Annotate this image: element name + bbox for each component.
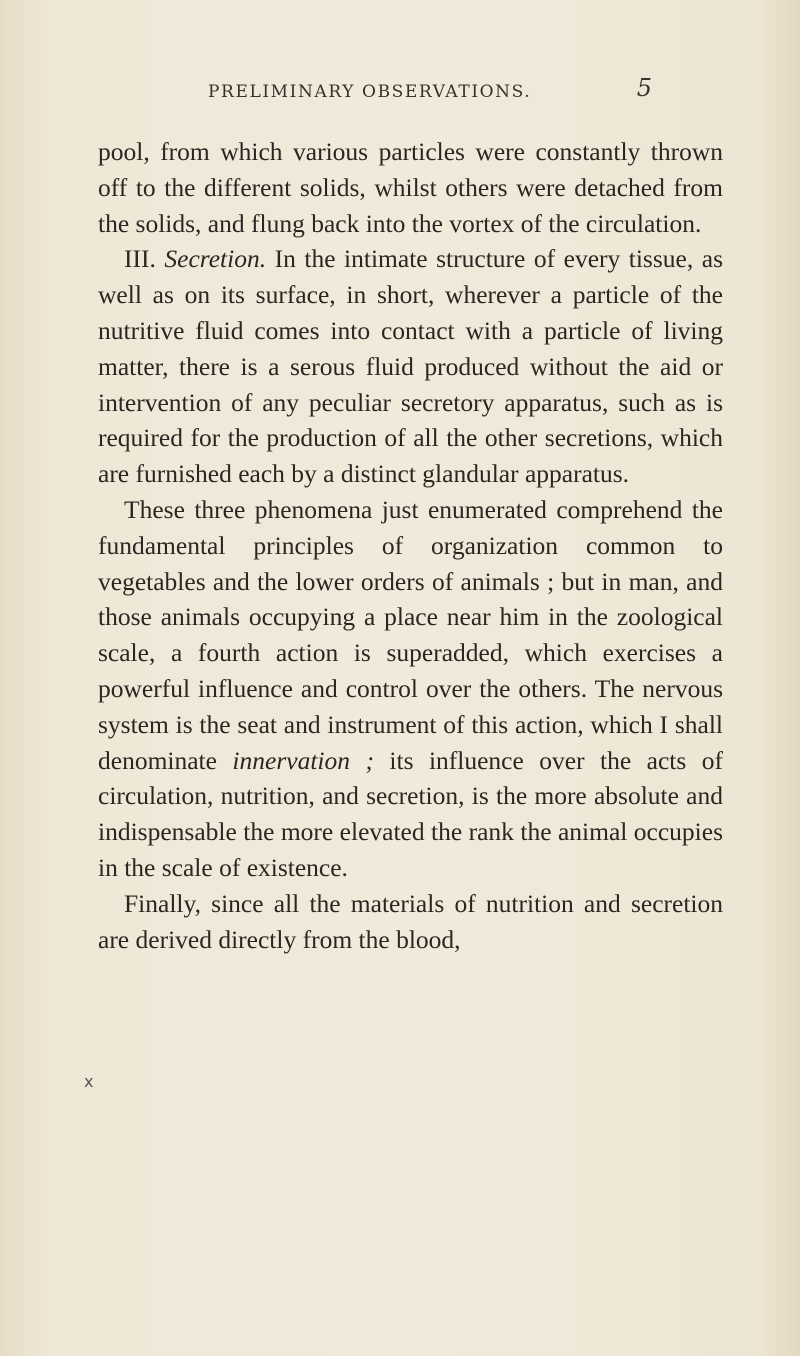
margin-mark: x [84, 1072, 94, 1091]
paragraph-continuation [98, 134, 723, 241]
paragraph-text: its influence over the acts of circulation, nutrition, and secretion, is the more absolute and indispensable the more elevated the rank the animal occupies in the scale of existence. [98, 745, 723, 882]
paragraph-text: pool, from which various particles were constantly thrown off to the different solids, whilst others were detached from the solids, and flung back into the vortex of the circulation. [98, 137, 723, 238]
paragraph-secretion [98, 241, 723, 492]
running-head: PRELIMINARY OBSERVATIONS. [208, 82, 532, 102]
paragraph-text: In the intimate structure of every tissue, as well as on its surface, in short, wherever a particle of the nutritive fluid comes into contact with a particle of living matter, there is a serous fluid produced without the aid or intervention of any peculiar secretory apparatus, such as is required for the production of all the other secretions, which are furnished each by a distinct glandular apparatus. [98, 244, 723, 489]
page-header [208, 74, 652, 110]
emphasized-term: innervation ; [232, 745, 374, 775]
section-number: III. [124, 244, 165, 274]
paragraph-finally [98, 886, 723, 958]
paragraph-text: Finally, since all the materials of nutrition and secretion are derived directly from the blood, [98, 888, 723, 954]
section-label: Secretion. [164, 244, 267, 274]
body-text [98, 134, 723, 957]
page-number: 5 [636, 74, 652, 102]
paragraph-phenomena [98, 492, 723, 886]
paragraph-text: These three phenomena just enumerated comprehend the fundamental principles of organization common to vegetables and the lower orders of animals ; but in man, and those animals occupying a place near him in the zoological scale, a fourth action is superadded, which exercises a powerful influence and control over the others. The nervous system is the seat and instrument of this action, which I shall denominate [98, 494, 723, 775]
